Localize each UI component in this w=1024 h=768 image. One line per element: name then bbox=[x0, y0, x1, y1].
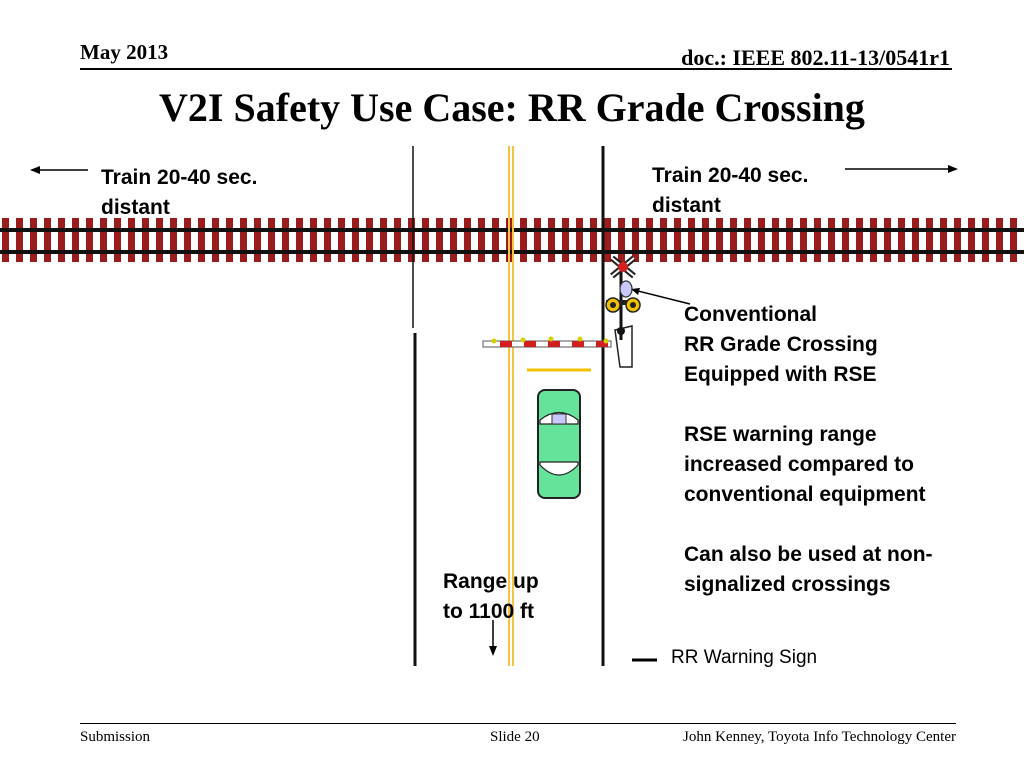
rse-pointer-head bbox=[631, 288, 640, 295]
car-icon bbox=[538, 390, 580, 498]
railroad-tie bbox=[268, 218, 275, 262]
railroad-tie bbox=[618, 218, 625, 262]
railroad-tie bbox=[184, 218, 191, 262]
railroad-tie bbox=[744, 218, 751, 262]
info-paragraph-range bbox=[684, 420, 933, 510]
railroad-tie bbox=[814, 218, 821, 262]
railroad-tie bbox=[548, 218, 555, 262]
railroad-tie bbox=[226, 218, 233, 262]
railroad-tie bbox=[660, 218, 667, 262]
railroad-tie bbox=[212, 218, 219, 262]
range-line-1: Range up bbox=[443, 570, 539, 593]
train-right-label bbox=[652, 161, 808, 221]
railroad-tie bbox=[254, 218, 261, 262]
railroad-tie bbox=[912, 218, 919, 262]
railroad-tie bbox=[198, 218, 205, 262]
railroad-tie bbox=[170, 218, 177, 262]
railroad-tie bbox=[884, 218, 891, 262]
railroad-tie bbox=[86, 218, 93, 262]
railroad-tie bbox=[954, 218, 961, 262]
legend-label: RR Warning Sign bbox=[671, 647, 818, 668]
railroad-tie bbox=[898, 218, 905, 262]
info-text-block bbox=[684, 300, 933, 630]
railroad-tie bbox=[100, 218, 107, 262]
railroad-tie bbox=[408, 218, 415, 262]
railroad-tie bbox=[352, 218, 359, 262]
railroad-tie bbox=[856, 218, 863, 262]
train-right-line-1: Train 20-40 sec. bbox=[652, 164, 809, 187]
railroad-tie bbox=[702, 218, 709, 262]
info-line: Equipped with RSE bbox=[684, 363, 877, 386]
railroad-tie bbox=[156, 218, 163, 262]
train-left-label bbox=[101, 163, 257, 223]
railroad-tie bbox=[520, 218, 527, 262]
railroad-tie bbox=[926, 218, 933, 262]
slide-date: May 2013 bbox=[80, 40, 169, 64]
railroad-tie bbox=[772, 218, 779, 262]
rse-pointer-line bbox=[634, 290, 690, 304]
arrow-train-right-icon bbox=[845, 165, 958, 173]
railroad-tie bbox=[464, 218, 471, 262]
railroad-tie bbox=[786, 218, 793, 262]
gate-pivot bbox=[617, 327, 625, 335]
railroad-tie bbox=[982, 218, 989, 262]
railroad-tie bbox=[282, 218, 289, 262]
info-line: signalized crossings bbox=[684, 573, 891, 596]
info-line: RSE warning range bbox=[684, 423, 877, 446]
railroad-tie bbox=[632, 218, 639, 262]
range-line-2: to 1100 ft bbox=[443, 600, 535, 623]
railroad-tie bbox=[16, 218, 23, 262]
railroad-tie bbox=[716, 218, 723, 262]
train-right-line-2: distant bbox=[652, 194, 721, 217]
info-paragraph-rse bbox=[684, 300, 933, 390]
footer-divider bbox=[80, 723, 956, 724]
railroad-tie bbox=[128, 218, 135, 262]
railroad-tie bbox=[576, 218, 583, 262]
railroad-tie bbox=[296, 218, 303, 262]
signal-lights-icon bbox=[606, 298, 640, 312]
arrow-train-left-icon bbox=[30, 166, 88, 174]
railroad-tie bbox=[870, 218, 877, 262]
railroad-tie bbox=[142, 218, 149, 262]
railroad-tie bbox=[842, 218, 849, 262]
train-left-line-1: Train 20-40 sec. bbox=[101, 166, 258, 189]
railroad-tie bbox=[646, 218, 653, 262]
railroad-tie bbox=[380, 218, 387, 262]
info-line: Conventional bbox=[684, 303, 818, 326]
railroad-tie bbox=[422, 218, 429, 262]
gate-arm-icon bbox=[483, 326, 632, 367]
railroad-tie bbox=[338, 218, 345, 262]
railroad-tie bbox=[30, 218, 37, 262]
info-paragraph-nonsignalized bbox=[684, 540, 933, 600]
document-id: doc.: IEEE 802.11-13/0541r1 bbox=[681, 45, 950, 70]
footer-slide-number: Slide 20 bbox=[490, 729, 540, 745]
railroad-tie bbox=[996, 218, 1003, 262]
info-line: Can also be used at non- bbox=[684, 543, 933, 566]
railroad-tie bbox=[730, 218, 737, 262]
footer-submission: Submission bbox=[80, 729, 151, 745]
railroad-tie bbox=[44, 218, 51, 262]
railroad-tie bbox=[688, 218, 695, 262]
range-label bbox=[443, 567, 539, 627]
railroad-tie bbox=[758, 218, 765, 262]
railroad-tie bbox=[674, 218, 681, 262]
railroad-tie bbox=[324, 218, 331, 262]
railroad-tie bbox=[590, 218, 597, 262]
railroad-tie bbox=[240, 218, 247, 262]
railroad-tie bbox=[800, 218, 807, 262]
railroad-tie bbox=[828, 218, 835, 262]
railroad-tie bbox=[394, 218, 401, 262]
railroad-tie bbox=[436, 218, 443, 262]
railroad-tie bbox=[940, 218, 947, 262]
railroad-tie bbox=[114, 218, 121, 262]
railroad-tie bbox=[450, 218, 457, 262]
info-line: RR Grade Crossing bbox=[684, 333, 878, 356]
footer-author: John Kenney, Toyota Info Technology Center bbox=[683, 729, 956, 745]
railroad-tie bbox=[310, 218, 317, 262]
railroad-tie bbox=[1010, 218, 1017, 262]
railroad-tie bbox=[534, 218, 541, 262]
railroad-tie bbox=[366, 218, 373, 262]
train-left-line-2: distant bbox=[101, 196, 170, 219]
info-line: conventional equipment bbox=[684, 483, 926, 506]
railroad-tie bbox=[72, 218, 79, 262]
railroad-tie bbox=[2, 218, 9, 262]
railroad-tie bbox=[58, 218, 65, 262]
railroad-tie bbox=[478, 218, 485, 262]
railroad-tie bbox=[604, 218, 611, 262]
slide-title: V2I Safety Use Case: RR Grade Crossing bbox=[159, 85, 865, 130]
railroad-tie bbox=[492, 218, 499, 262]
info-line: increased compared to bbox=[684, 453, 914, 476]
rse-unit-icon bbox=[620, 281, 632, 297]
railroad-tie bbox=[968, 218, 975, 262]
railroad-tie bbox=[562, 218, 569, 262]
